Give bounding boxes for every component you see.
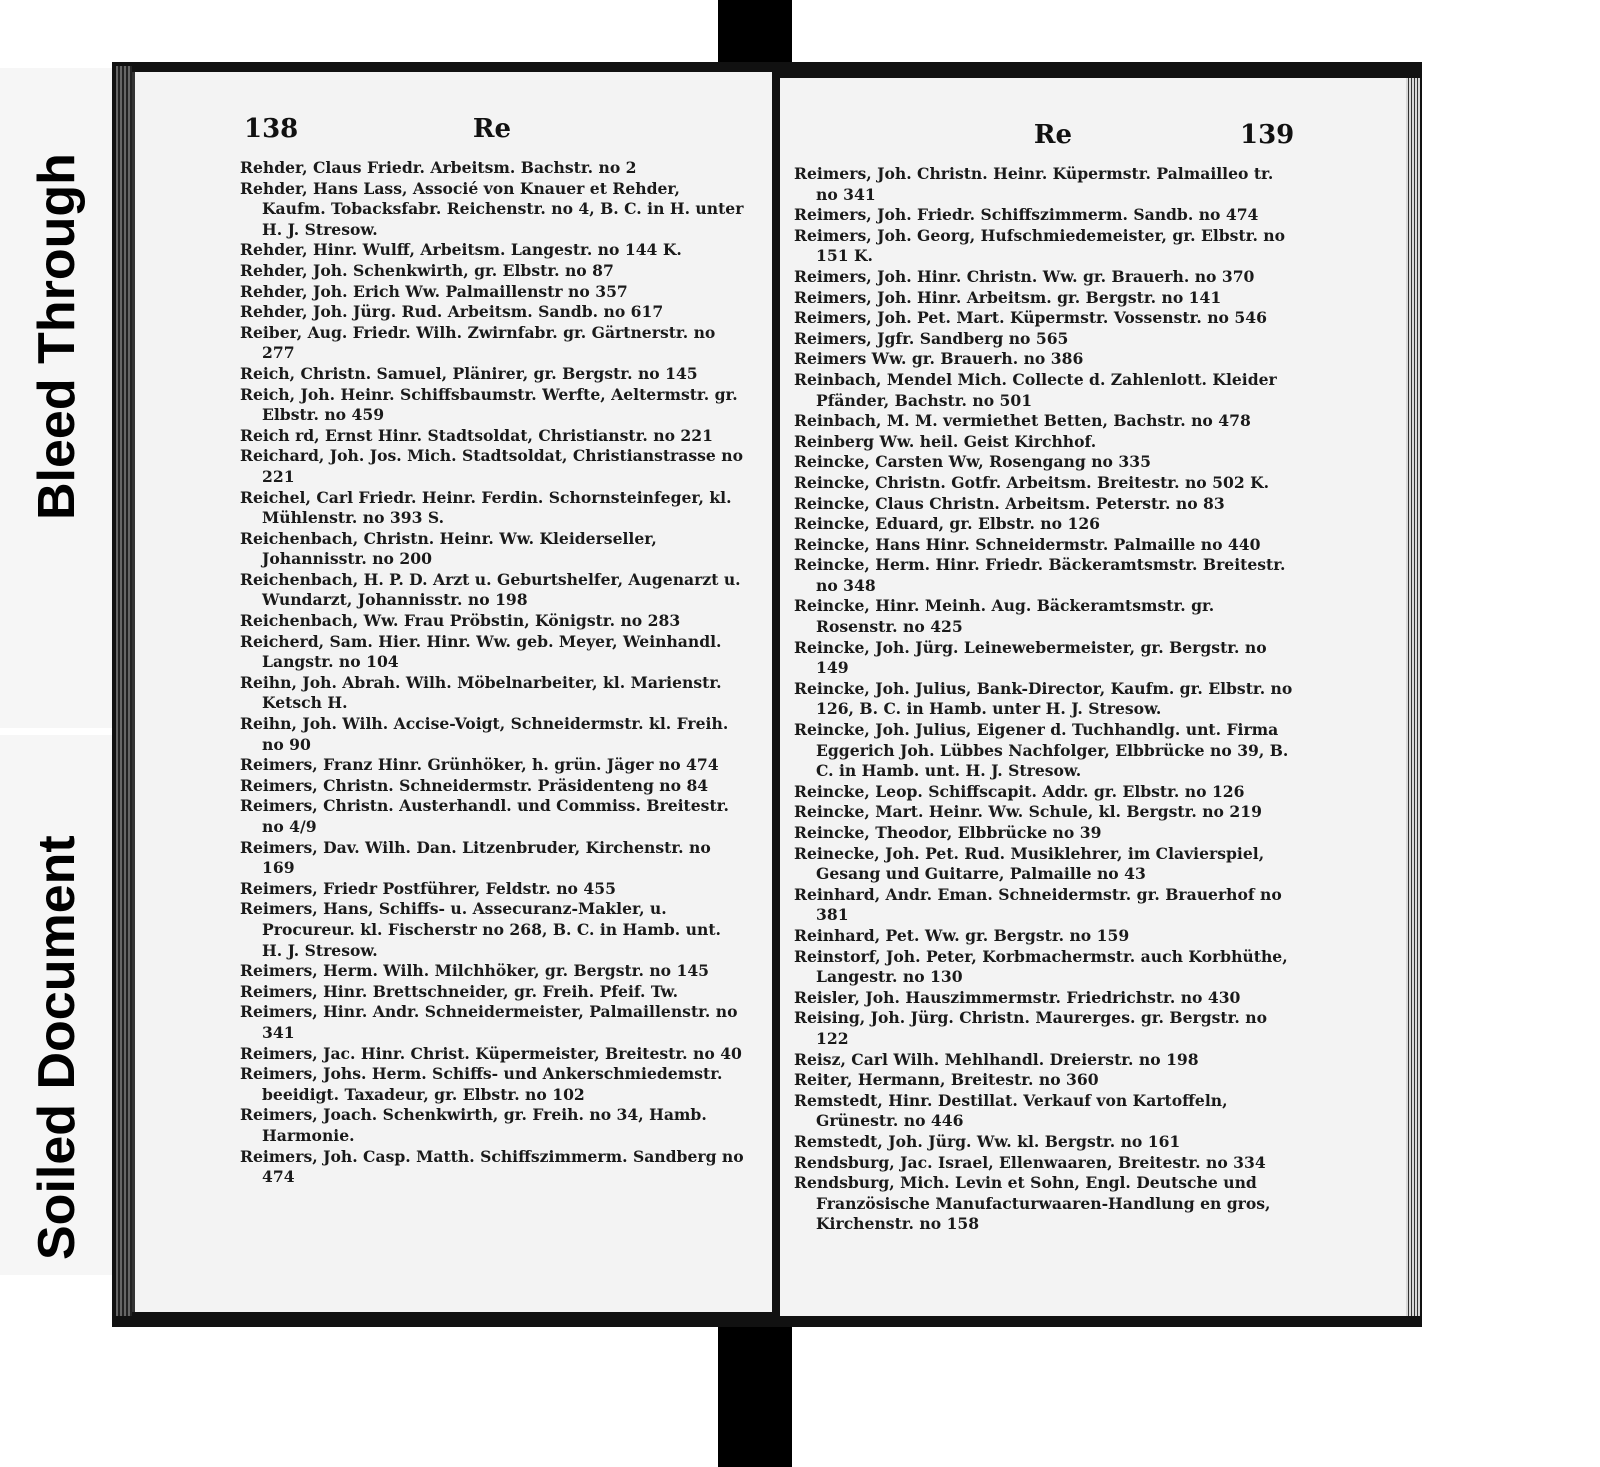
directory-entry: Reincke, Hans Hinr. Schneidermstr. Palmaille no 440 xyxy=(794,534,1261,554)
directory-entry: Reimers, Hans, Schiffs- u. Assecuranz-Makler, u. Procureur. kl. Fischerstr no 268, B. C. in Hamb. unt. H. J. Stresow. xyxy=(240,899,721,960)
directory-entry: Reincke, Hinr. Meinh. Aug. Bäckeramtsmstr. gr. Rosenstr. no 425 xyxy=(794,596,1215,637)
directory-entry: Reimers, Christn. Austerhandl. und Commiss. Breitestr. no 4/9 xyxy=(240,796,729,836)
directory-entry: Remstedt, Joh. Jürg. Ww. kl. Bergstr. no 161 xyxy=(794,1131,1181,1151)
directory-entry: Reimers, Joh. Hinr. Arbeitsm. gr. Bergstr. no 141 xyxy=(794,287,1222,307)
directory-entry: Reimers, Jac. Hinr. Christ. Küpermeister, Breitestr. no 40 xyxy=(240,1043,742,1063)
directory-entry: Reimers, Joh. Hinr. Christn. Ww. gr. Brauerh. no 370 xyxy=(794,266,1255,286)
directory-entry: Reincke, Leop. Schiffscapit. Addr. gr. Elbstr. no 126 xyxy=(794,781,1245,801)
directory-entry: Reinhard, Pet. Ww. gr. Bergstr. no 159 xyxy=(794,925,1130,945)
directory-entry: Reimers, Hinr. Brettschneider, gr. Freih. Pfeif. Tw. xyxy=(240,981,679,1001)
directory-entry: Reimers, Franz Hinr. Grünhöker, h. grün. Jäger no 474 xyxy=(240,755,719,775)
directory-entry: Rehder, Joh. Jürg. Rud. Arbeitsm. Sandb. no 617 xyxy=(240,302,664,322)
directory-entry: Reising, Joh. Jürg. Christn. Maurerges. gr. Bergstr. no 122 xyxy=(794,1008,1267,1048)
directory-entry: Reich, Christn. Samuel, Plänirer, gr. Bergstr. no 145 xyxy=(240,363,698,383)
directory-entry: Reincke, Claus Christn. Arbeitsm. Peterstr. no 83 xyxy=(794,493,1225,513)
right-page xyxy=(780,78,1406,1316)
left-running-head: Re xyxy=(472,114,512,144)
directory-entry: Reichenbach, H. P. D. Arzt u. Geburtshelfer, Augenarzt u. Wundarzt, Johannisstr. no 198 xyxy=(240,569,741,610)
directory-entry: Reincke, Theodor, Elbbrücke no 39 xyxy=(794,823,1102,842)
directory-entry: Reincke, Christn. Gotfr. Arbeitsm. Breitestr. no 502 K. xyxy=(794,472,1270,492)
left-page-edges xyxy=(116,66,132,1316)
directory-entry: Rehder, Joh. Erich Ww. Palmaillenstr no 357 xyxy=(240,281,628,301)
directory-entry: Reinbach, Mendel Mich. Collecte d. Zahlenlott. Kleider Pfänder, Bachstr. no 501 xyxy=(794,369,1277,410)
directory-entry: Reimers, Joh. Pet. Mart. Küpermstr. Vossenstr. no 546 xyxy=(794,308,1267,328)
right-page-number: 139 xyxy=(1240,120,1295,150)
directory-entry: Reimers, Hinr. Andr. Schneidermeister, Palmaillenstr. no 341 xyxy=(240,1002,738,1042)
directory-entry: Reimers, Friedr Postführer, Feldstr. no 455 xyxy=(240,878,616,898)
directory-entry: Reiber, Aug. Friedr. Wilh. Zwirnfabr. gr. Gärtnerstr. no 277 xyxy=(240,322,716,363)
directory-entry: Reich, Joh. Heinr. Schiffsbaumstr. Werfte, Aeltermstr. gr. Elbstr. no 459 xyxy=(240,384,738,425)
directory-entry: Reisz, Carl Wilh. Mehlhandl. Dreierstr. no 198 xyxy=(794,1049,1199,1069)
directory-entry: Reihn, Joh. Wilh. Accise-Voigt, Schneidermstr. kl. Freih. no 90 xyxy=(240,714,729,754)
soiled-document-stamp: Soiled Document xyxy=(28,835,86,1260)
left-page-number: 138 xyxy=(244,114,299,144)
directory-entry: Reimers, Joh. Casp. Matth. Schiffszimmerm. Sandberg no 474 xyxy=(240,1146,744,1187)
directory-entry: Reimers, Joh. Friedr. Schiffszimmerm. Sandb. no 474 xyxy=(794,205,1259,225)
directory-entry: Reimers Ww. gr. Brauerh. no 386 xyxy=(794,349,1084,369)
directory-entry: Reinstorf, Joh. Peter, Korbmachermstr. auch Korbhüthe, Langestr. no 130 xyxy=(794,946,1288,987)
directory-entry: Reinberg Ww. heil. Geist Kirchhof. xyxy=(794,431,1097,451)
directory-entry: Reimers, Jgfr. Sandberg no 565 xyxy=(794,328,1069,348)
directory-entry: Reimers, Joach. Schenkwirth, gr. Freih. no 34, Hamb. Harmonie. xyxy=(240,1105,707,1145)
directory-entry: Rehder, Hans Lass, Associé von Knauer et Rehder, Kaufm. Tobacksfabr. Reichenstr. no 4, B. C. in H. unter H. J. Stresow. xyxy=(240,178,744,239)
directory-entry: Rehder, Claus Friedr. Arbeitsm. Bachstr. no 2 xyxy=(240,158,637,177)
directory-entry: Rehder, Joh. Schenkwirth, gr. Elbstr. no 87 xyxy=(240,260,614,280)
left-page-header xyxy=(132,114,772,154)
directory-entry: Reimers, Christn. Schneidermstr. Präsidenteng no 84 xyxy=(240,775,709,795)
right-page-edges xyxy=(1406,78,1420,1316)
directory-entry: Reimers, Joh. Georg, Hufschmiedemeister, gr. Elbstr. no 151 K. xyxy=(794,225,1286,266)
right-entry-list xyxy=(794,164,1294,1235)
directory-entry: Reincke, Joh. Julius, Bank-Director, Kaufm. gr. Elbstr. no 126, B. C. in Hamb. unter H. J. Stresow. xyxy=(794,678,1293,719)
directory-entry: Reichenbach, Christn. Heinr. Ww. Kleiderseller, Johannisstr. no 200 xyxy=(240,528,657,569)
right-running-head: Re xyxy=(1033,120,1073,150)
bleed-through-stamp: Bleed Through xyxy=(28,153,86,520)
right-page-header xyxy=(780,120,1406,160)
directory-entry: Reincke, Joh. Julius, Eigener d. Tuchhandlg. unt. Firma Eggerich Joh. Lübbes Nachfolger, Elbbrücke no 39, B. C. in Hamb. unt. H. J. Stresow. xyxy=(794,720,1289,781)
directory-entry: Reincke, Herm. Hinr. Friedr. Bäckeramtsmstr. Breitestr. no 348 xyxy=(794,555,1286,595)
directory-entry: Reincke, Carsten Ww, Rosengang no 335 xyxy=(794,452,1151,472)
directory-entry: Reincke, Joh. Jürg. Leinewebermeister, gr. Bergstr. no 149 xyxy=(794,637,1267,678)
directory-entry: Reinecke, Joh. Pet. Rud. Musiklehrer, im Clavierspiel, Gesang und Guitarre, Palmaille no 43 xyxy=(794,843,1265,884)
directory-entry: Reinbach, M. M. vermiethet Betten, Bachstr. no 478 xyxy=(794,411,1251,431)
directory-entry: Reichard, Joh. Jos. Mich. Stadtsoldat, Christianstrasse no 221 xyxy=(240,446,744,486)
directory-entry: Remstedt, Hinr. Destillat. Verkauf von Kartoffeln, Grünestr. no 446 xyxy=(794,1090,1228,1131)
directory-entry: Reicherd, Sam. Hier. Hinr. Ww. geb. Meyer, Weinhandl. Langstr. no 104 xyxy=(240,631,722,672)
directory-entry: Reihn, Joh. Abrah. Wilh. Möbelnarbeiter, kl. Marienstr. Ketsch H. xyxy=(240,672,722,713)
directory-entry: Reimers, Dav. Wilh. Dan. Litzenbruder, Kirchenstr. no 169 xyxy=(240,837,711,878)
directory-entry: Rehder, Hinr. Wulff, Arbeitsm. Langestr. no 144 K. xyxy=(240,240,682,260)
directory-entry: Reimers, Herm. Wilh. Milchhöker, gr. Bergstr. no 145 xyxy=(240,961,710,981)
directory-entry: Reisler, Joh. Hauszimmermstr. Friedrichstr. no 430 xyxy=(794,987,1241,1007)
directory-entry: Reinhard, Andr. Eman. Schneidermstr. gr. Brauerhof no 381 xyxy=(794,884,1282,925)
directory-entry: Reincke, Mart. Heinr. Ww. Schule, kl. Bergstr. no 219 xyxy=(794,802,1262,822)
left-entry-list xyxy=(240,158,745,1188)
directory-entry: Reincke, Eduard, gr. Elbstr. no 126 xyxy=(794,514,1101,534)
directory-entry: Reiter, Hermann, Breitestr. no 360 xyxy=(794,1070,1099,1090)
directory-entry: Rendsburg, Jac. Israel, Ellenwaaren, Breitestr. no 334 xyxy=(794,1152,1266,1172)
directory-entry: Reichel, Carl Friedr. Heinr. Ferdin. Schornsteinfeger, kl. Mühlenstr. no 393 S. xyxy=(240,487,732,528)
left-page xyxy=(132,72,772,1312)
directory-entry: Reichenbach, Ww. Frau Pröbstin, Königstr. no 283 xyxy=(240,611,681,631)
directory-entry: Reimers, Joh. Christn. Heinr. Küpermstr. Palmailleo tr. no 341 xyxy=(794,164,1274,204)
directory-entry: Rendsburg, Mich. Levin et Sohn, Engl. Deutsche und Französische Manufacturwaaren-Handlung en gros, Kirchenstr. no 158 xyxy=(794,1173,1271,1234)
directory-entry: Reimers, Johs. Herm. Schiffs- und Ankerschmiedemstr. beeidigt. Taxadeur, gr. Elbstr. no 102 xyxy=(240,1064,723,1104)
directory-entry: Reich rd, Ernst Hinr. Stadtsoldat, Christianstr. no 221 xyxy=(240,425,713,445)
